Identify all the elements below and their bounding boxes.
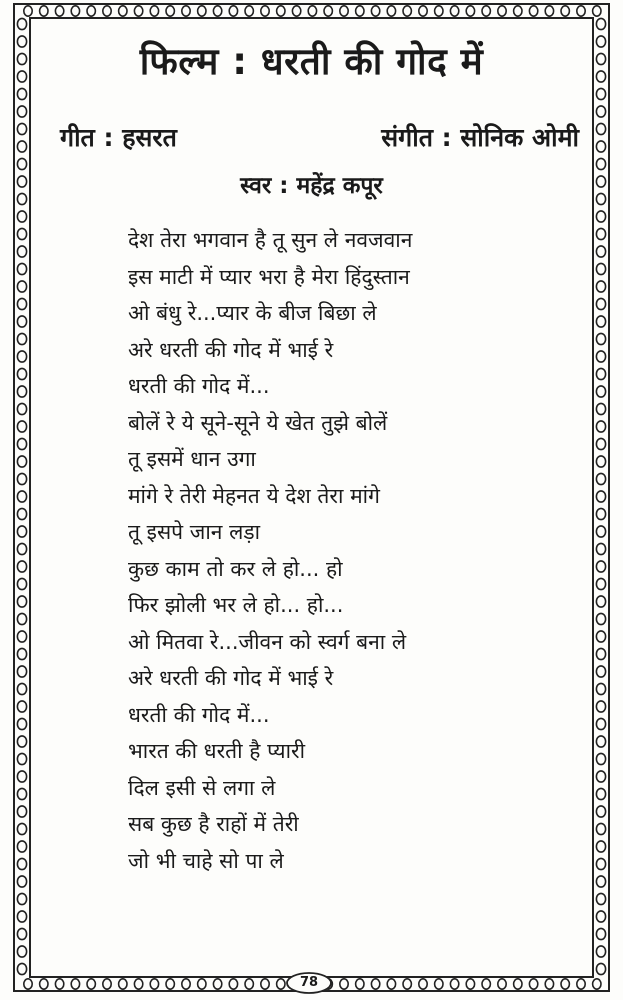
lyric-line: तू इसमें धान उगा — [128, 447, 256, 471]
lyrics-list — [128, 222, 568, 879]
lyric-line: तू इसपे जान लड़ा — [128, 520, 261, 544]
lyric-line: देश तेरा भगवान है तू सुन ले नवजवान — [128, 228, 413, 252]
lyric-line: बोलें रे ये सूने-सूने ये खेत तुझे बोलें — [128, 410, 388, 435]
singer-credit: स्वर : महेंद्र कपूर — [240, 173, 383, 199]
lyric-line: अरे धरती की गोद में भाई रे — [128, 337, 334, 362]
lyric-line: धरती की गोद में... — [128, 702, 270, 727]
lyric-line: फिर झोली भर ले हो... हो... — [128, 593, 344, 617]
lyric-line: जो भी चाहे सो पा ले — [128, 848, 284, 873]
page-title: फिल्म : धरती की गोद में — [139, 40, 484, 83]
lyric-line: अरे धरती की गोद में भाई रे — [128, 666, 334, 690]
lyric-line: इस माटी में प्यार भरा है मेरा हिंदुस्तान — [128, 264, 410, 289]
lyric-line: धरती की गोद में... — [128, 374, 270, 398]
lyric-line: मांगे रे तेरी मेहनत ये देश तेरा मांगे — [128, 483, 380, 508]
page-number: 78 — [299, 975, 319, 990]
lyric-line: कुछ काम तो कर ले हो... हो — [128, 556, 343, 581]
lyric-line: दिल इसी से लगा ले — [128, 775, 276, 800]
lyric-line: सब कुछ है राहों में तेरी — [128, 812, 299, 836]
lyric-line: ओ मितवा रे...जीवन को स्वर्ग बना ले — [128, 629, 407, 654]
lyric-line: भारत की धरती है प्यारी — [128, 739, 306, 763]
composer-credit: संगीत : सोनिक ओमी — [381, 123, 579, 152]
lyricist-credit: गीत : हसरत — [60, 123, 177, 152]
lyric-line: ओ बंधु रे...प्यार के बीज बिछा ले — [128, 301, 377, 325]
